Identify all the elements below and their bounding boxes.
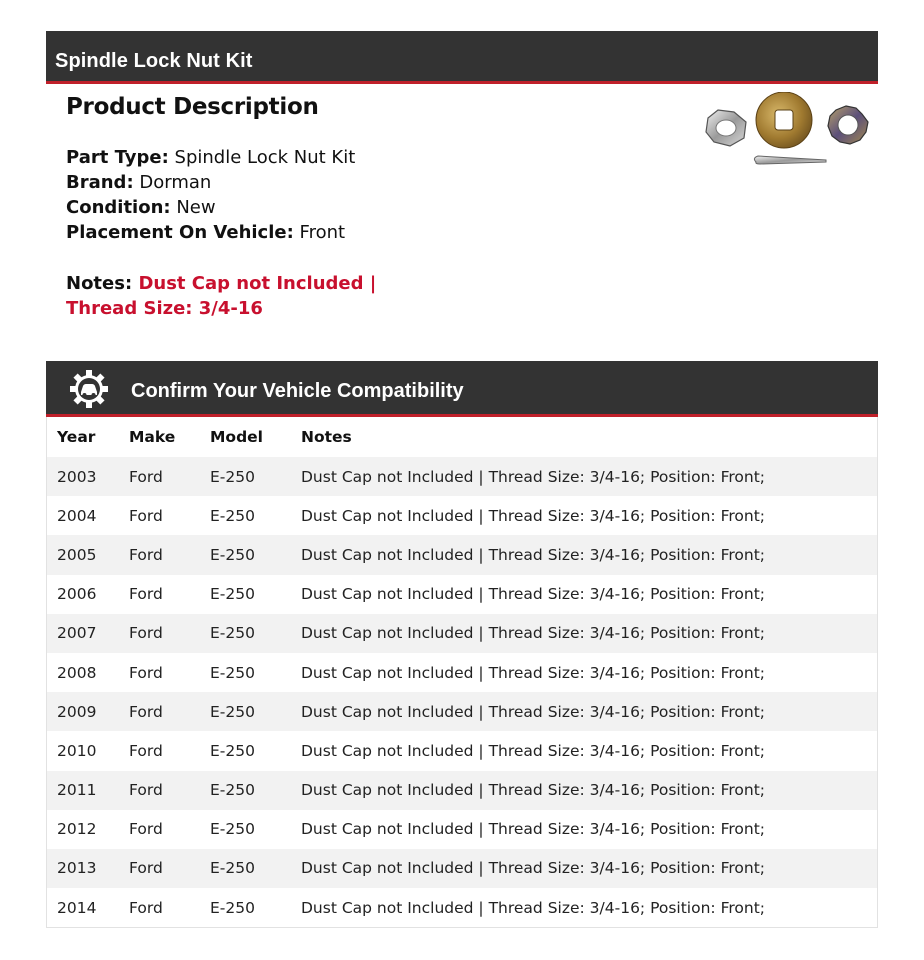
spec-label: Condition:	[66, 197, 171, 218]
notes	[66, 271, 426, 321]
cell-notes: Dust Cap not Included | Thread Size: 3/4-16; Position: Front;	[301, 820, 766, 839]
table-row	[47, 653, 877, 692]
product-description	[66, 94, 626, 321]
table-row	[47, 575, 877, 614]
spec-list	[66, 145, 626, 245]
cell-notes: Dust Cap not Included | Thread Size: 3/4-16; Position: Front;	[301, 624, 766, 643]
cell-make: Ford	[129, 545, 163, 564]
cell-year: 2005	[57, 545, 97, 564]
cell-year: 2008	[57, 663, 97, 682]
cell-make: Ford	[129, 741, 163, 760]
cell-notes: Dust Cap not Included | Thread Size: 3/4-16; Position: Front;	[301, 467, 766, 486]
castle-nut-icon	[828, 106, 868, 144]
column-header-model: Model	[210, 428, 263, 446]
washer-icon	[756, 92, 812, 148]
spec-value: Spindle Lock Nut Kit	[174, 147, 356, 168]
cell-year: 2010	[57, 741, 97, 760]
column-header-year: Year	[57, 428, 96, 446]
description-heading: Product Description	[66, 94, 319, 120]
cell-model: E-250	[210, 859, 255, 878]
cell-year: 2012	[57, 820, 97, 839]
cell-make: Ford	[129, 781, 163, 800]
cell-make: Ford	[129, 859, 163, 878]
spec-value: Front	[299, 222, 346, 243]
cell-model: E-250	[210, 781, 255, 800]
product-image	[700, 92, 874, 172]
cell-make: Ford	[129, 585, 163, 604]
cell-model: E-250	[210, 467, 255, 486]
cell-model: E-250	[210, 741, 255, 760]
car-gear-icon	[68, 369, 110, 409]
cell-year: 2014	[57, 898, 97, 917]
cell-model: E-250	[210, 820, 255, 839]
column-header-notes: Notes	[301, 428, 352, 446]
table-row	[47, 496, 877, 535]
cell-make: Ford	[129, 898, 163, 917]
cell-notes: Dust Cap not Included | Thread Size: 3/4-16; Position: Front;	[301, 859, 766, 878]
spec-label: Brand:	[66, 172, 134, 193]
cell-make: Ford	[129, 820, 163, 839]
cell-year: 2013	[57, 859, 97, 878]
cell-notes: Dust Cap not Included | Thread Size: 3/4-16; Position: Front;	[301, 663, 766, 682]
page-title: Spindle Lock Nut Kit	[55, 50, 253, 72]
cell-year: 2006	[57, 585, 97, 604]
cell-notes: Dust Cap not Included | Thread Size: 3/4-16; Position: Front;	[301, 506, 766, 525]
cell-notes: Dust Cap not Included | Thread Size: 3/4-16; Position: Front;	[301, 741, 766, 760]
compatibility-table	[46, 417, 878, 928]
table-row	[47, 888, 877, 927]
table-row	[47, 535, 877, 574]
cell-year: 2004	[57, 506, 97, 525]
cell-make: Ford	[129, 663, 163, 682]
spec-brand	[66, 170, 626, 195]
cell-model: E-250	[210, 624, 255, 643]
hex-nut-icon	[706, 110, 746, 146]
cell-make: Ford	[129, 506, 163, 525]
spec-label: Part Type:	[66, 147, 169, 168]
spec-label: Placement On Vehicle:	[66, 222, 294, 243]
table-row	[47, 849, 877, 888]
notes-label: Notes:	[66, 273, 133, 294]
table-row	[47, 614, 877, 653]
spec-placement	[66, 220, 626, 245]
cell-notes: Dust Cap not Included | Thread Size: 3/4-16; Position: Front;	[301, 702, 766, 721]
cell-make: Ford	[129, 624, 163, 643]
spec-condition	[66, 195, 626, 220]
table-row	[47, 457, 877, 496]
cell-model: E-250	[210, 663, 255, 682]
cell-make: Ford	[129, 467, 163, 486]
cell-model: E-250	[210, 545, 255, 564]
title-bar	[46, 31, 878, 84]
cotter-pin-icon	[754, 156, 826, 164]
table-row	[47, 692, 877, 731]
table-row	[47, 771, 877, 810]
column-header-make: Make	[129, 428, 176, 446]
cell-notes: Dust Cap not Included | Thread Size: 3/4-16; Position: Front;	[301, 898, 766, 917]
cell-model: E-250	[210, 585, 255, 604]
spec-value: Dorman	[139, 172, 212, 193]
cell-model: E-250	[210, 702, 255, 721]
cell-model: E-250	[210, 506, 255, 525]
compatibility-heading: Confirm Your Vehicle Compatibility	[131, 380, 464, 402]
cell-year: 2011	[57, 781, 97, 800]
spec-value: New	[176, 197, 216, 218]
cell-model: E-250	[210, 898, 255, 917]
table-row	[47, 731, 877, 770]
cell-year: 2003	[57, 467, 97, 486]
table-row	[47, 810, 877, 849]
notes-value: Dust Cap not Included | Thread Size: 3/4-16	[66, 273, 377, 319]
table-header-row	[47, 417, 877, 457]
compatibility-bar	[46, 361, 878, 417]
cell-make: Ford	[129, 702, 163, 721]
cell-year: 2007	[57, 624, 97, 643]
cell-year: 2009	[57, 702, 97, 721]
cell-notes: Dust Cap not Included | Thread Size: 3/4-16; Position: Front;	[301, 585, 766, 604]
cell-notes: Dust Cap not Included | Thread Size: 3/4-16; Position: Front;	[301, 781, 766, 800]
spec-part-type	[66, 145, 626, 170]
cell-notes: Dust Cap not Included | Thread Size: 3/4-16; Position: Front;	[301, 545, 766, 564]
